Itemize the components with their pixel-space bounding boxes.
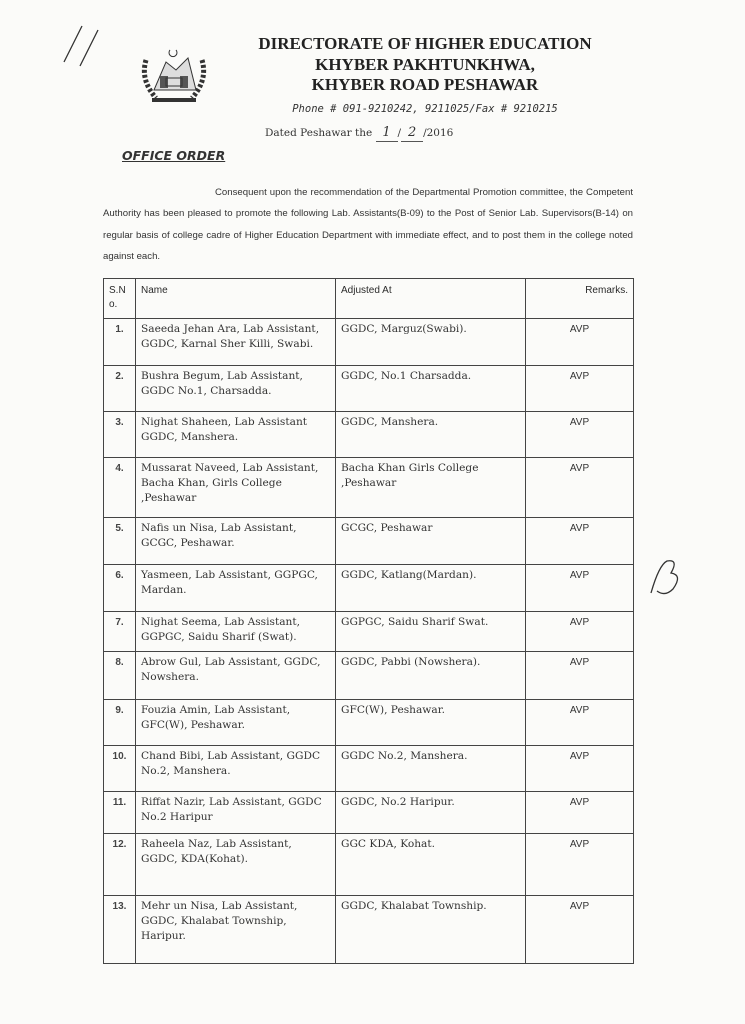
table-row <box>104 457 634 517</box>
row-name: Raheela Naz, Lab Assistant, GGDC, KDA(Kohat). <box>136 833 336 895</box>
row-remarks: AVP <box>526 611 634 651</box>
row-remarks: AVP <box>526 745 634 791</box>
row-remarks: AVP <box>526 651 634 699</box>
order-paragraph <box>103 182 633 268</box>
letterhead-line-3: KHYBER ROAD PESHAWAR <box>311 75 539 94</box>
row-remarks: AVP <box>526 411 634 457</box>
table-row <box>104 699 634 745</box>
kp-emblem-logo <box>136 40 212 106</box>
letterhead-line-2: KHYBER PAKHTUNKHWA, <box>315 54 535 74</box>
row-remarks: AVP <box>526 833 634 895</box>
row-remarks: AVP <box>526 791 634 833</box>
row-remarks: AVP <box>526 457 634 517</box>
row-adjusted-at: GGC KDA, Kohat. <box>336 833 526 895</box>
document-title: OFFICE ORDER <box>122 147 226 163</box>
row-sno: 4. <box>104 457 136 517</box>
row-name: Nafis un Nisa, Lab Assistant, GCGC, Peshawar. <box>136 517 336 564</box>
row-name: Fouzia Amin, Lab Assistant, GFC(W), Peshawar. <box>136 699 336 745</box>
row-remarks: AVP <box>526 564 634 611</box>
table-row <box>104 318 634 365</box>
row-name: Abrow Gul, Lab Assistant, GGDC, Nowshera. <box>136 651 336 699</box>
table-row <box>104 564 634 611</box>
row-sno: 11. <box>104 791 136 833</box>
row-name: Riffat Nazir, Lab Assistant, GGDC No.2 Haripur <box>136 791 336 833</box>
row-sno: 2. <box>104 365 136 411</box>
header-sno: S.No. <box>104 278 136 318</box>
header-name: Name <box>136 278 336 318</box>
table-row <box>104 611 634 651</box>
row-sno: 6. <box>104 564 136 611</box>
order-body-text: Consequent upon the recommendation of the Departmental Promotion committee, the Competent Authority has been pleased to promote the following Lab. Assistants(B-09) to the Post of Senior Lab. Supervisors(B-14) on regular basis of college cadre of Higher Education Department with immediate effect, and to post them in the college noted against each. <box>103 186 633 262</box>
row-name: Mussarat Naveed, Lab Assistant, Bacha Khan, Girls College ,Peshawar <box>136 457 336 517</box>
handwritten-margin-mark <box>645 555 685 600</box>
table-row <box>104 365 634 411</box>
table-row <box>104 895 634 963</box>
row-adjusted-at: GGDC, Pabbi (Nowshera). <box>336 651 526 699</box>
row-remarks: AVP <box>526 895 634 963</box>
row-adjusted-at: GGDC, No.2 Haripur. <box>336 791 526 833</box>
handwritten-slash-marks <box>60 20 110 70</box>
date-month-handwritten: 2 <box>401 125 423 142</box>
date-line: Dated Peshawar the 1 / 2 /2016 <box>265 124 454 140</box>
row-sno: 13. <box>104 895 136 963</box>
row-remarks: AVP <box>526 517 634 564</box>
date-day-handwritten: 1 <box>376 125 398 142</box>
letterhead-line-1: DIRECTORATE OF HIGHER EDUCATION <box>258 34 592 53</box>
row-name: Yasmeen, Lab Assistant, GGPGC, Mardan. <box>136 564 336 611</box>
table-row <box>104 833 634 895</box>
row-sno: 10. <box>104 745 136 791</box>
row-name: Nighat Shaheen, Lab Assistant GGDC, Manshera. <box>136 411 336 457</box>
promotion-table <box>103 278 634 964</box>
row-name: Bushra Begum, Lab Assistant, GGDC No.1, Charsadda. <box>136 365 336 411</box>
row-name: Mehr un Nisa, Lab Assistant, GGDC, Khalabat Township, Haripur. <box>136 895 336 963</box>
row-name: Nighat Seema, Lab Assistant, GGPGC, Saidu Sharif (Swat). <box>136 611 336 651</box>
row-adjusted-at: GGPGC, Saidu Sharif Swat. <box>336 611 526 651</box>
table-row <box>104 791 634 833</box>
row-adjusted-at: GCGC, Peshawar <box>336 517 526 564</box>
header-remarks: Remarks. <box>526 278 634 318</box>
row-sno: 12. <box>104 833 136 895</box>
row-remarks: AVP <box>526 365 634 411</box>
table-row <box>104 651 634 699</box>
row-remarks: AVP <box>526 318 634 365</box>
table-row <box>104 411 634 457</box>
row-sno: 1. <box>104 318 136 365</box>
row-remarks: AVP <box>526 699 634 745</box>
date-year: /2016 <box>423 126 454 139</box>
row-adjusted-at: GFC(W), Peshawar. <box>336 699 526 745</box>
row-sno: 7. <box>104 611 136 651</box>
row-adjusted-at: GGDC No.2, Manshera. <box>336 745 526 791</box>
row-name: Chand Bibi, Lab Assistant, GGDC No.2, Manshera. <box>136 745 336 791</box>
phone-fax: Phone # 091-9210242, 9211025/Fax # 9210215 <box>292 102 558 115</box>
row-sno: 3. <box>104 411 136 457</box>
row-adjusted-at: GGDC, Khalabat Township. <box>336 895 526 963</box>
row-adjusted-at: GGDC, Manshera. <box>336 411 526 457</box>
table-header-row <box>104 278 634 318</box>
letterhead <box>240 0 610 116</box>
row-adjusted-at: GGDC, Katlang(Mardan). <box>336 564 526 611</box>
row-sno: 9. <box>104 699 136 745</box>
row-name: Saeeda Jehan Ara, Lab Assistant, GGDC, Karnal Sher Killi, Swabi. <box>136 318 336 365</box>
row-adjusted-at: GGDC, Marguz(Swabi). <box>336 318 526 365</box>
row-sno: 5. <box>104 517 136 564</box>
table-row <box>104 517 634 564</box>
row-adjusted-at: GGDC, No.1 Charsadda. <box>336 365 526 411</box>
row-adjusted-at: Bacha Khan Girls College ,Peshawar <box>336 457 526 517</box>
header-adjusted-at: Adjusted At <box>336 278 526 318</box>
date-label: Dated Peshawar the <box>265 126 373 139</box>
table-row <box>104 745 634 791</box>
row-sno: 8. <box>104 651 136 699</box>
